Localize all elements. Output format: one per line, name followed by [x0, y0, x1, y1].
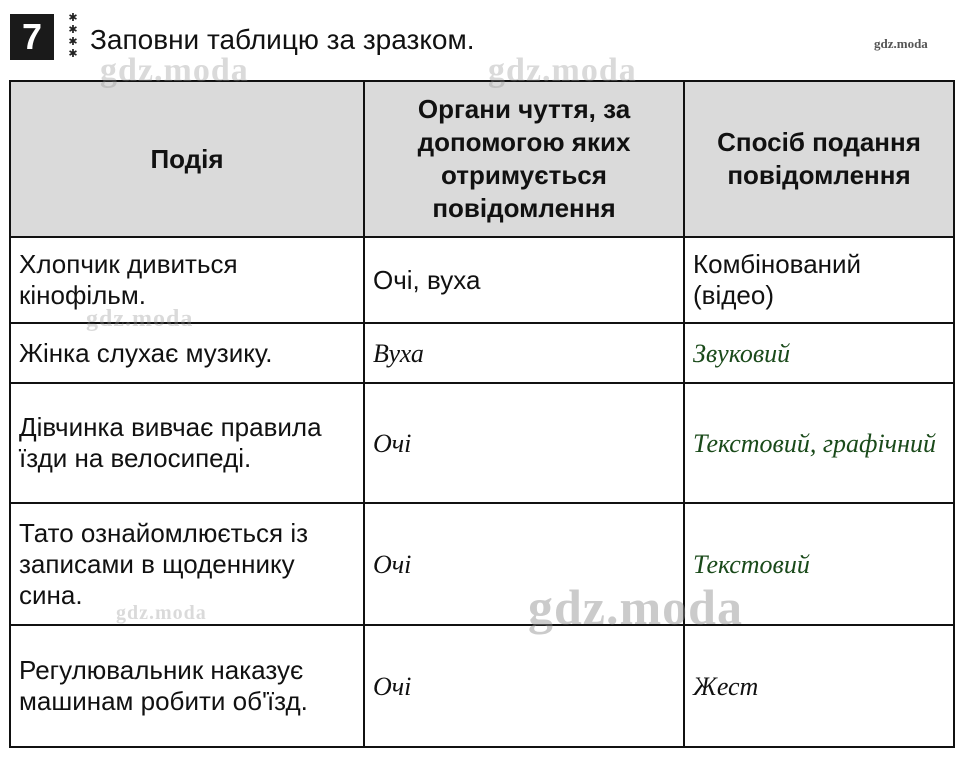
method-handwritten-cell: Текстовий [684, 503, 954, 625]
table-header-row [10, 81, 954, 237]
table-row [10, 625, 954, 747]
watermark: gdz.moda [528, 579, 743, 635]
senses-handwritten-cell: Очі [364, 383, 684, 503]
table-row [10, 323, 954, 383]
header-event: Подія [10, 81, 364, 237]
method-handwritten-cell: Текстовий, графічний [684, 383, 954, 503]
watermark: gdz.moda [86, 306, 194, 332]
senses-cell: Очі, вуха [364, 237, 684, 323]
event-cell: Тато ознайомлюється із записами в щоденнику сина. [10, 503, 364, 625]
watermark: gdz.moda [488, 52, 637, 89]
senses-handwritten-cell: Очі [364, 503, 684, 625]
method-handwritten-cell: Жест [684, 625, 954, 747]
task-number-badge: 7 [10, 14, 54, 60]
event-cell: Дівчинка вивчає правила їзди на велосипеді. [10, 383, 364, 503]
table-row [10, 383, 954, 503]
senses-handwritten-cell: Очі [364, 625, 684, 747]
event-cell: Регулювальник наказує машинам робити об'їзд. [10, 625, 364, 747]
table-row [10, 503, 954, 625]
difficulty-stars-icon: ✱ ✱ ✱ ✱ [68, 12, 78, 60]
watermark: gdz.moda [100, 52, 249, 89]
method-cell: Комбінований (відео) [684, 237, 954, 323]
table-row [10, 237, 954, 323]
brand-label: gdz.moda [874, 36, 928, 51]
senses-handwritten-cell: Вуха [364, 323, 684, 383]
answer-table [9, 80, 955, 748]
watermark: gdz.moda [116, 602, 207, 624]
event-cell: Жінка слухає музику. [10, 323, 364, 383]
task-instruction: Заповни таблицю за зразком. [90, 24, 475, 55]
header-senses: Органи чуття, за допомогою яких отримується повідомлення [364, 81, 684, 237]
method-handwritten-cell: Звуковий [684, 323, 954, 383]
event-cell: Хлопчик дивиться кінофільм. [10, 237, 364, 323]
task-header [10, 14, 970, 64]
header-method: Спосіб подання повідомлення [684, 81, 954, 237]
